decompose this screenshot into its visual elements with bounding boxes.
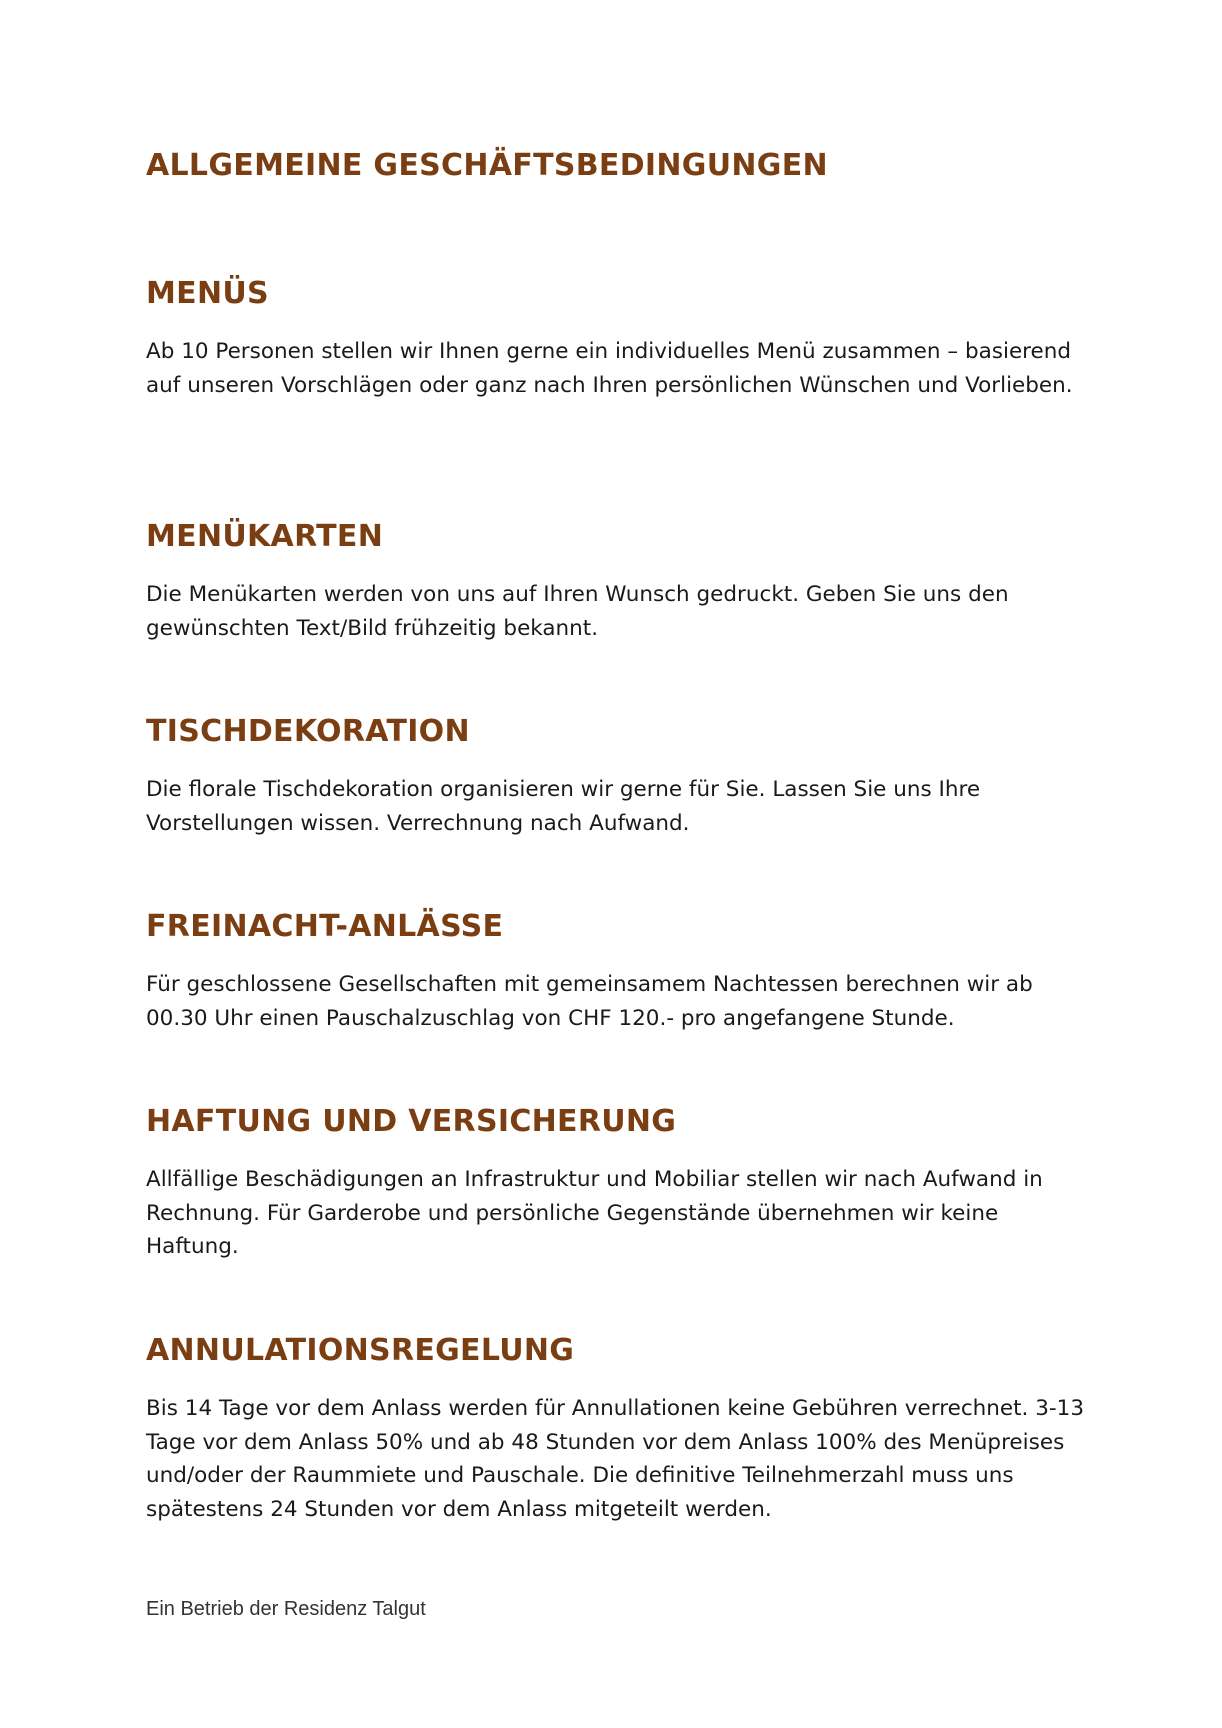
section-heading-tischdekoration: TISCHDEKORATION [146,714,470,749]
section-body-haftung-versicherung: Allfällige Beschädigungen an Infrastruktur und Mobiliar stellen wir nach Aufwand in Rechnung. Für Garderobe und persönliche Gegenstände übernehmen wir keine Haftung. [146,1167,1043,1259]
section-heading-menus: MENÜS [146,276,269,311]
section-freinacht-anlaesse [146,908,1086,1035]
page-title: ALLGEMEINE GESCHÄFTSBEDINGUNGEN [146,148,828,183]
section-heading-freinacht-anlaesse: FREINACHT-ANLÄSSE [146,909,504,944]
section-tischdekoration [146,713,1086,840]
section-body-menukarten: Die Menükarten werden von uns auf Ihren Wunsch gedruckt. Geben Sie uns den gewünschten Text/Bild frühzeitig bekannt. [146,582,1009,641]
section-menukarten [146,518,1086,645]
section-body-annulationsregelung: Bis 14 Tage vor dem Anlass werden für Annullationen keine Gebühren verrechnet. 3-13 Tage vor dem Anlass 50% und ab 48 Stunden vor dem Anlass 100% des Menüpreises und/oder der Raummiete und Pauschale. Die definitive Teilnehmerzahl muss uns spätestens 24 Stunden vor dem Anlass mitgeteilt werden. [146,1396,1085,1522]
section-body-freinacht-anlaesse: Für geschlossene Gesellschaften mit gemeinsamem Nachtessen berechnen wir ab 00.30 Uhr einen Pauschalzuschlag von CHF 120.- pro angefangene Stunde. [146,972,1033,1031]
section-heading-haftung-versicherung: HAFTUNG UND VERSICHERUNG [146,1104,677,1139]
section-menus [146,275,1086,402]
section-haftung-versicherung [146,1103,1086,1264]
section-heading-annulationsregelung: ANNULATIONSREGELUNG [146,1333,575,1368]
section-body-tischdekoration: Die florale Tischdekoration organisieren wir gerne für Sie. Lassen Sie uns Ihre Vorstellungen wissen. Verrechnung nach Aufwand. [146,777,981,836]
footer-text: Ein Betrieb der Residenz Talgut [146,1598,426,1620]
section-annulationsregelung [146,1332,1086,1526]
section-body-menus: Ab 10 Personen stellen wir Ihnen gerne ein individuelles Menü zusammen – basierend auf unseren Vorschlägen oder ganz nach Ihren persönlichen Wünschen und Vorlieben. [146,339,1073,398]
section-heading-menukarten: MENÜKARTEN [146,519,384,554]
